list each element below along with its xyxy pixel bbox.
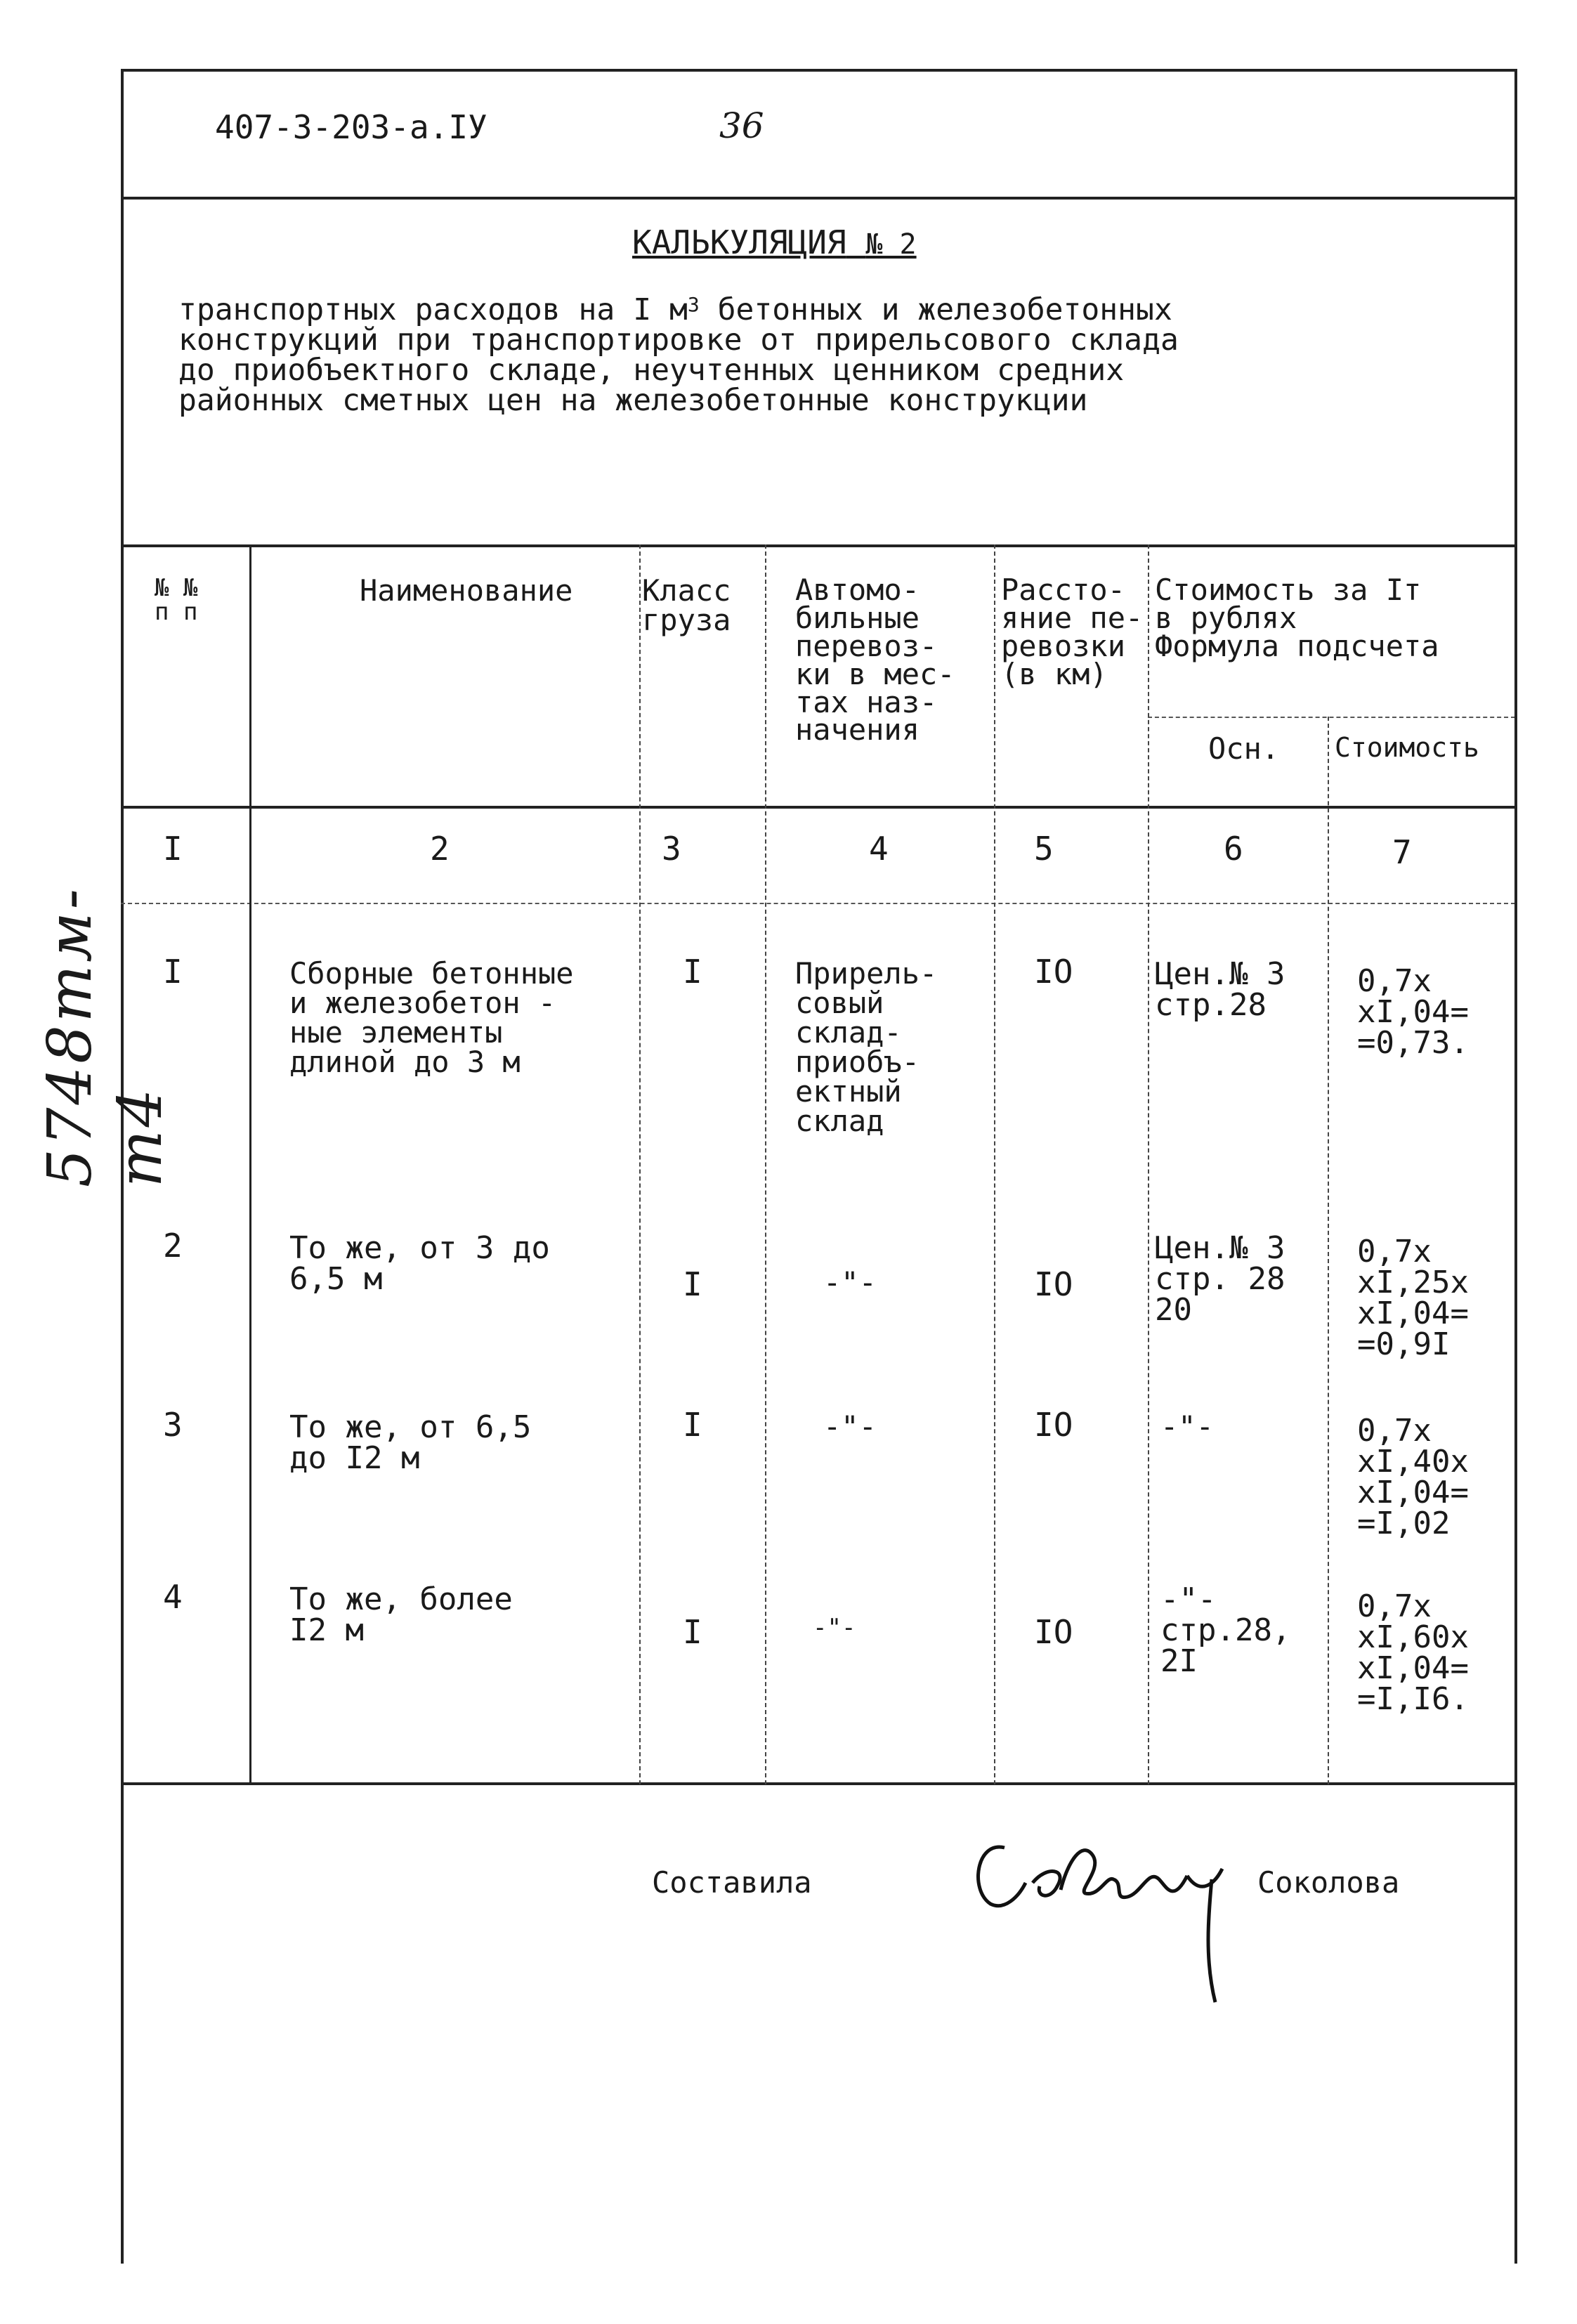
row-cost: 0,7x xI,40x xI,04= =I,02 xyxy=(1357,1413,1469,1541)
header-row-number: № № п п xyxy=(155,574,198,626)
side-archive-code: 5748тм-т4 xyxy=(35,886,176,1187)
title-label: КАЛЬКУЛЯЦИЯ xyxy=(632,223,846,261)
row-auto-transport: -"- xyxy=(823,1265,877,1300)
row-auto-transport: Прирель- совый склад- приобъ- ектный склад xyxy=(795,956,938,1138)
row-number: 3 xyxy=(163,1406,183,1444)
table-top-rule xyxy=(121,544,1515,547)
header-cargo-class: Класс груза xyxy=(642,573,731,637)
row-distance: IO xyxy=(1034,1406,1073,1444)
col-number-2: 2 xyxy=(430,830,450,868)
row-cargo-class: I xyxy=(683,953,702,991)
row-cargo-class: I xyxy=(683,1406,702,1444)
subheader-rule xyxy=(1148,717,1515,718)
col-number-7: 7 xyxy=(1392,833,1412,871)
subtitle-superscript: 3 xyxy=(687,293,700,316)
row-number: 2 xyxy=(163,1227,183,1265)
table-bottom-rule xyxy=(121,1782,1515,1785)
row-basis: -"- стр.28, 2I xyxy=(1160,1581,1291,1679)
row-name: То же, более I2 м xyxy=(289,1581,513,1648)
col-divider-4 xyxy=(994,544,995,1784)
row-distance: IO xyxy=(1034,953,1073,991)
col-number-4: 4 xyxy=(869,830,889,868)
row-name: То же, от 3 до 6,5 м xyxy=(289,1230,550,1297)
colnum-bottom-rule xyxy=(121,903,1515,904)
calculation-table xyxy=(121,544,1517,1784)
row-auto-transport: -"- xyxy=(813,1614,856,1642)
col-divider-2 xyxy=(639,544,641,1784)
row-cost: 0,7x xI,60x xI,04= =I,I6. xyxy=(1357,1588,1469,1717)
header-cost: Стоимость xyxy=(1335,732,1479,763)
col-number-5: 5 xyxy=(1034,830,1054,868)
row-number: 4 xyxy=(163,1578,183,1616)
header-strip xyxy=(124,72,1514,200)
compiled-by-label: Составила xyxy=(652,1865,812,1900)
row-cargo-class: I xyxy=(683,1265,702,1303)
row-basis: Цен.№ 3 стр.28 xyxy=(1155,956,1285,1023)
header-cost-formula: Стоимость за Iт в рублях Формула подсчета xyxy=(1155,573,1439,663)
col-divider-6 xyxy=(1328,717,1329,1784)
header-basis: Осн. xyxy=(1208,731,1280,766)
row-distance: IO xyxy=(1034,1265,1073,1303)
header-bottom-rule xyxy=(121,806,1515,809)
row-number: I xyxy=(163,953,183,991)
page-number: 36 xyxy=(719,105,764,146)
header-name: Наименование xyxy=(360,573,573,608)
col-number-6: 6 xyxy=(1224,830,1243,868)
header-auto-transport: Автомо- бильные перевоз- ки в мес- тах наз- начения xyxy=(795,573,955,748)
document-title xyxy=(632,223,917,261)
col-number-1: I xyxy=(163,830,183,868)
row-cost: 0,7x xI,25x xI,04= =0,9I xyxy=(1357,1234,1469,1362)
row-auto-transport: -"- xyxy=(823,1409,877,1444)
row-distance: IO xyxy=(1034,1613,1073,1651)
document-subtitle xyxy=(178,292,1401,418)
row-basis: -"- xyxy=(1160,1409,1214,1444)
subtitle-line1-b: бетонных и железобетонных xyxy=(699,292,1172,327)
col-divider-right xyxy=(1514,544,1517,1784)
row-cost: 0,7x xI,04= =0,73. xyxy=(1357,963,1469,1061)
col-divider-1 xyxy=(249,544,251,1784)
row-basis: Цен.№ 3 стр. 28 20 xyxy=(1155,1230,1285,1328)
row-name: То же, от 6,5 до I2 м xyxy=(289,1409,532,1476)
title-number: № 2 xyxy=(865,228,917,261)
header-distance: Рассто- яние пе- ревозки (в км) xyxy=(1001,573,1144,691)
compiler-name: Соколова xyxy=(1257,1865,1400,1900)
subtitle-line1-a: транспортных расходов на I м xyxy=(178,292,688,327)
col-divider-3 xyxy=(765,544,766,1784)
col-divider-5 xyxy=(1148,544,1149,1784)
col-number-3: 3 xyxy=(662,830,681,868)
row-cargo-class: I xyxy=(683,1613,702,1651)
row-name: Сборные бетонные и железобетон - ные элементы длиной до 3 м xyxy=(289,956,574,1079)
subtitle-rest: конструкций при транспортировке от прирельсового склада до приобъектного складе, неучтенных ценником средних районных сметных цен на железобетонные конструкции xyxy=(178,322,1179,418)
document-code: 407-3-203-а.IУ xyxy=(215,108,488,146)
handwritten-signature xyxy=(962,1799,1257,2030)
